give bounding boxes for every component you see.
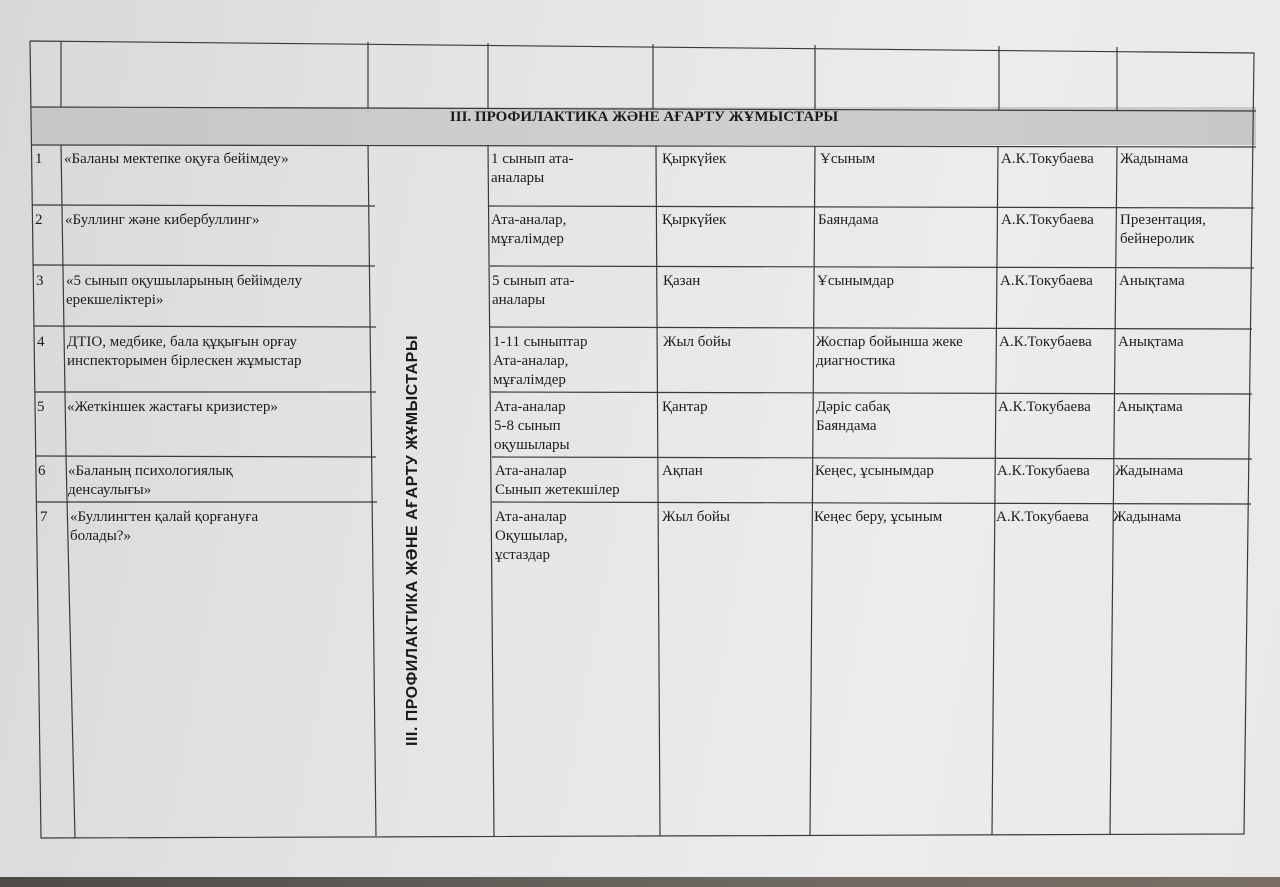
side-section-title [374, 246, 421, 746]
row-month: Жыл бойы [663, 334, 731, 350]
row-topic: «Жеткіншек жастағы кризистер» [67, 399, 278, 415]
row-number: 6 [38, 463, 46, 479]
row-audience: Ата-аналар [495, 509, 567, 525]
row-audience-line3: ұстаздар [495, 547, 550, 563]
row-result: Жадынама [1115, 463, 1184, 479]
row-month: Қазан [663, 273, 701, 289]
row-topic-line2: ерекшеліктері» [66, 292, 164, 308]
row-result: Презентация, [1120, 212, 1206, 228]
row-number: 2 [35, 212, 43, 228]
row-responsible: А.К.Токубаева [1001, 212, 1094, 228]
side-section-title-text: ІІІ. ПРОФИЛАКТИКА ЖӘНЕ АҒАРТУ ЖҰМЫСТАРЫ [404, 335, 421, 746]
row-form: Жоспар бойынша жеке [816, 334, 963, 350]
row-month: Ақпан [662, 463, 703, 479]
row-number: 3 [36, 273, 44, 289]
row-audience: 1 сынып ата- [491, 151, 574, 167]
row-result: Жадынама [1113, 509, 1182, 525]
row-responsible: А.К.Токубаева [1000, 273, 1093, 289]
row-audience-line2: аналары [492, 292, 546, 308]
row-responsible: А.К.Токубаева [996, 509, 1089, 525]
row-topic: «Баланы мектепке оқуға бейімдеу» [64, 151, 289, 167]
row-form-line2: Баяндама [816, 418, 877, 434]
row-result-line2: бейнеролик [1120, 231, 1195, 247]
row-audience-line2: аналары [491, 170, 545, 186]
row-form: Кеңес беру, ұсыным [814, 509, 943, 525]
row-responsible: А.К.Токубаева [999, 334, 1092, 350]
row-topic: «5 сынып оқушыларының бейімделу [66, 273, 302, 289]
row-topic-line2: инспекторымен бірлескен жұмыстар [67, 353, 302, 369]
row-number: 1 [35, 151, 43, 167]
row-month: Қыркүйек [662, 151, 727, 167]
row-month: Қантар [662, 399, 708, 415]
row-audience: Ата-аналар [495, 463, 567, 479]
row-audience-line2: 5-8 сынып [494, 418, 561, 434]
section-title: ІІІ. ПРОФИЛАКТИКА ЖӘНЕ АҒАРТУ ЖҰМЫСТАРЫ [449, 109, 839, 125]
row-audience-line2: Оқушылар, [495, 528, 568, 544]
row-result: Анықтама [1118, 334, 1184, 350]
row-responsible: А.К.Токубаева [998, 399, 1091, 415]
row-audience: Ата-аналар, [491, 212, 567, 228]
row-topic: «Баланың психологиялық [68, 463, 233, 479]
row-audience-line3: мұғалімдер [493, 372, 566, 388]
row-audience: Ата-аналар [494, 399, 566, 415]
row-topic: «Буллинг және кибербуллинг» [65, 212, 260, 228]
row-responsible: А.К.Токубаева [997, 463, 1090, 479]
row-topic: «Буллингтен қалай қорғануға [70, 509, 259, 525]
row-form: Ұсыным [820, 151, 876, 167]
row-form: Баяндама [818, 212, 879, 228]
row-number: 5 [37, 399, 45, 415]
row-number: 4 [37, 334, 45, 350]
row-month: Жыл бойы [662, 509, 730, 525]
row-audience-line2: Ата-аналар, [493, 353, 569, 369]
row-audience-line2: Сынып жетекшілер [495, 482, 620, 498]
row-number: 7 [40, 509, 48, 525]
row-result: Анықтама [1117, 399, 1183, 415]
row-result: Жадынама [1120, 151, 1189, 167]
row-audience: 1-11 сыныптар [493, 334, 588, 350]
row-result: Анықтама [1119, 273, 1185, 289]
row-form: Дәріс сабақ [816, 399, 891, 415]
row-audience: 5 сынып ата- [492, 273, 575, 289]
row-audience-line3: оқушылары [494, 437, 570, 453]
row-topic: ДТІО, медбике, бала құқығын орғау [67, 334, 298, 350]
row-form: Кеңес, ұсынымдар [815, 463, 934, 479]
row-topic-line2: болады?» [70, 528, 131, 544]
row-month: Қыркүйек [662, 212, 727, 228]
row-responsible: А.К.Токубаева [1001, 151, 1094, 167]
row-audience-line2: мұғалімдер [491, 231, 564, 247]
row-form: Ұсынымдар [817, 273, 894, 289]
row-form-line2: диагностика [816, 353, 896, 369]
row-topic-line2: денсаулығы» [68, 482, 152, 498]
